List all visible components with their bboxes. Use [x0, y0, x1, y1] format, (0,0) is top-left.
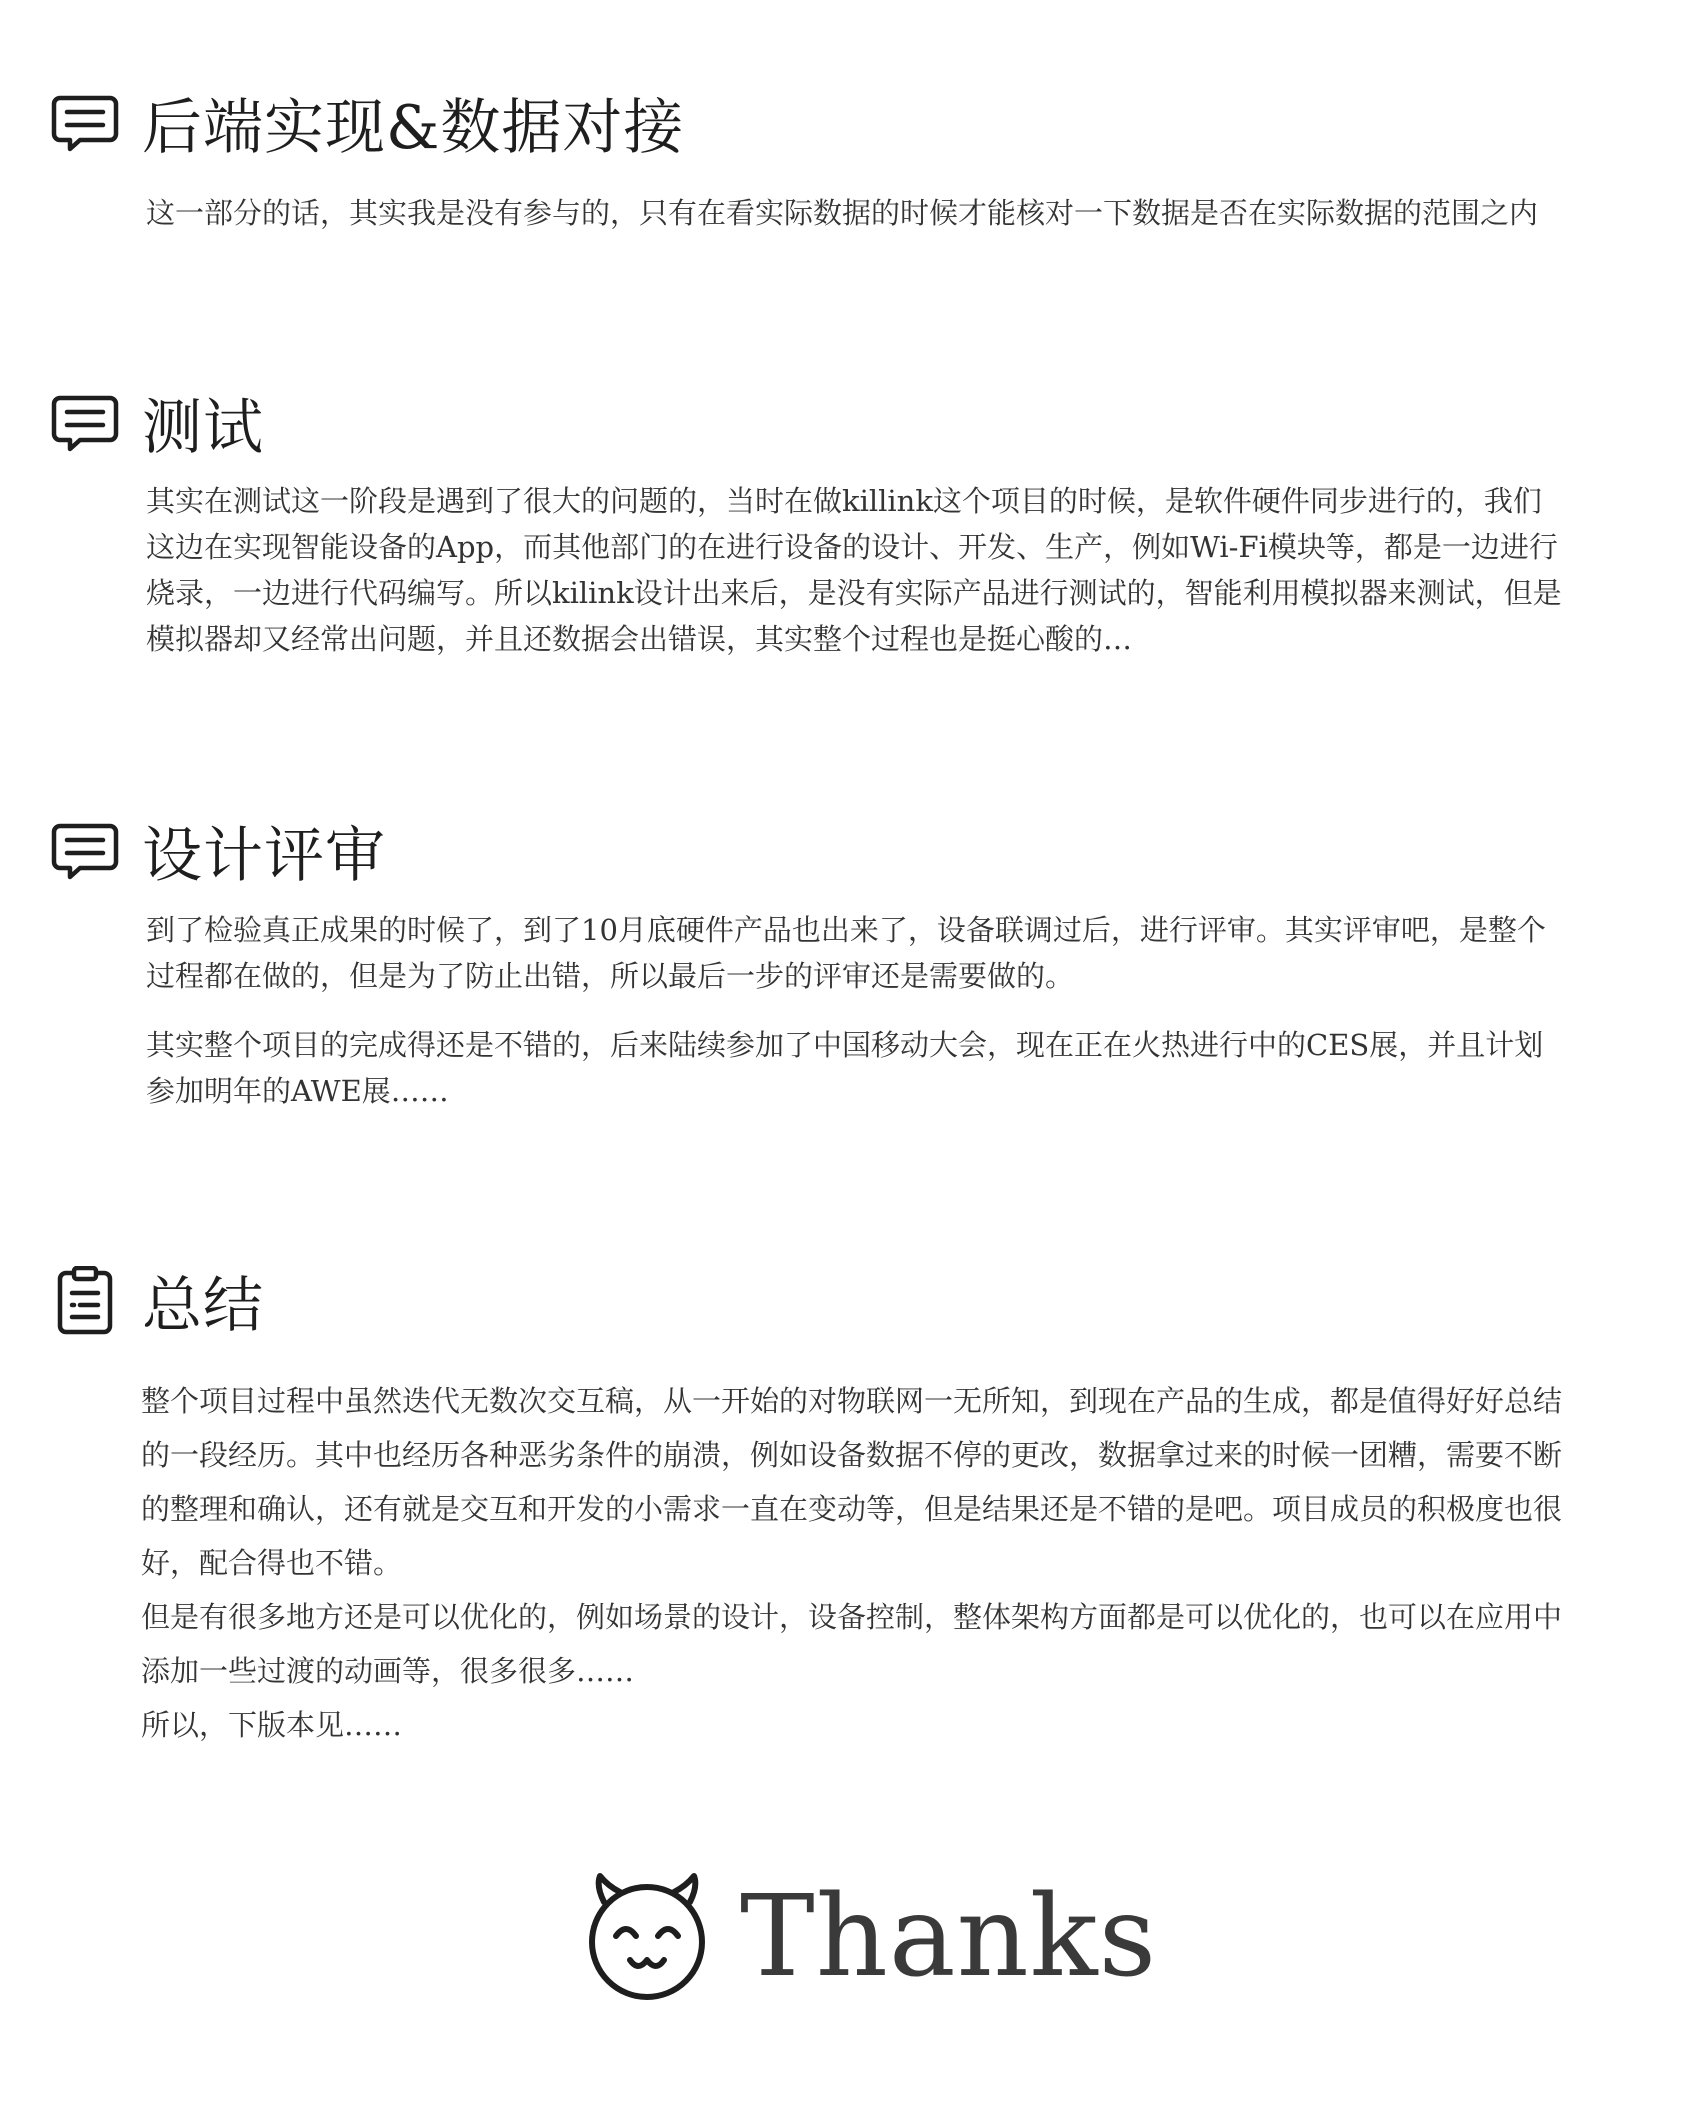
- section-title: 测试: [142, 393, 264, 463]
- chat-message-icon: [50, 388, 120, 458]
- section-heading-design-review: [50, 808, 386, 894]
- section-heading-summary: [50, 1258, 264, 1344]
- chat-message-icon: [50, 88, 120, 158]
- summary-body: [141, 1374, 1571, 1752]
- section-heading-backend: [50, 80, 684, 166]
- thanks-footer: [582, 1872, 1157, 2002]
- section-heading-testing: [50, 380, 264, 466]
- section-paragraph: 整个项目过程中虽然迭代无数次交互稿，从一开始的对物联网一无所知，到现在产品的生成，都是值得好好总结的一段经历。其中也经历各种恶劣条件的崩溃，例如设备数据不停的更改，数据拿过来的时候一团糟，需要不断的整理和确认，还有就是交互和开发的小需求一直在变动等，但是结果还是不错的是吧。项目成员的积极度也很好，配合得也不错。: [141, 1384, 1563, 1580]
- section-paragraph: 这一部分的话，其实我是没有参与的，只有在看实际数据的时候才能核对一下数据是否在实际数据的范围之内: [146, 196, 1539, 230]
- section-title: 设计评审: [142, 821, 386, 891]
- section-paragraph: 所以，下版本见……: [141, 1708, 403, 1742]
- section-paragraph: 但是有很多地方还是可以优化的，例如场景的设计，设备控制，整体架构方面都是可以优化的，也可以在应用中添加一些过渡的动画等，很多很多……: [141, 1600, 1563, 1688]
- devil-smiley-icon: [582, 1872, 712, 2002]
- section-paragraph: 其实在测试这一阶段是遇到了很大的问题的，当时在做killink这个项目的时候，是软件硬件同步进行的，我们这边在实现智能设备的App，而其他部门的在进行设备的设计、开发、生产，例如Wi-Fi模块等，都是一边进行烧录，一边进行代码编写。所以kilink设计出来后，是没有实际产品进行测试的，智能利用模拟器来测试，但是模拟器却又经常出问题，并且还数据会出错误，其实整个过程也是挺心酸的…: [146, 484, 1562, 656]
- clipboard-icon: [50, 1266, 120, 1336]
- thanks-text: Thanks: [740, 1872, 1158, 2002]
- section-title: 总结: [142, 1271, 264, 1341]
- section-title: 后端实现&数据对接: [142, 93, 685, 163]
- section-paragraph: 其实整个项目的完成得还是不错的，后来陆续参加了中国移动大会，现在正在火热进行中的CES展，并且计划参加明年的AWE展……: [146, 1028, 1544, 1108]
- section-paragraph: 到了检验真正成果的时候了，到了10月底硬件产品也出来了，设备联调过后，进行评审。其实评审吧，是整个过程都在做的，但是为了防止出错，所以最后一步的评审还是需要做的。: [146, 913, 1546, 993]
- chat-message-icon: [50, 816, 120, 886]
